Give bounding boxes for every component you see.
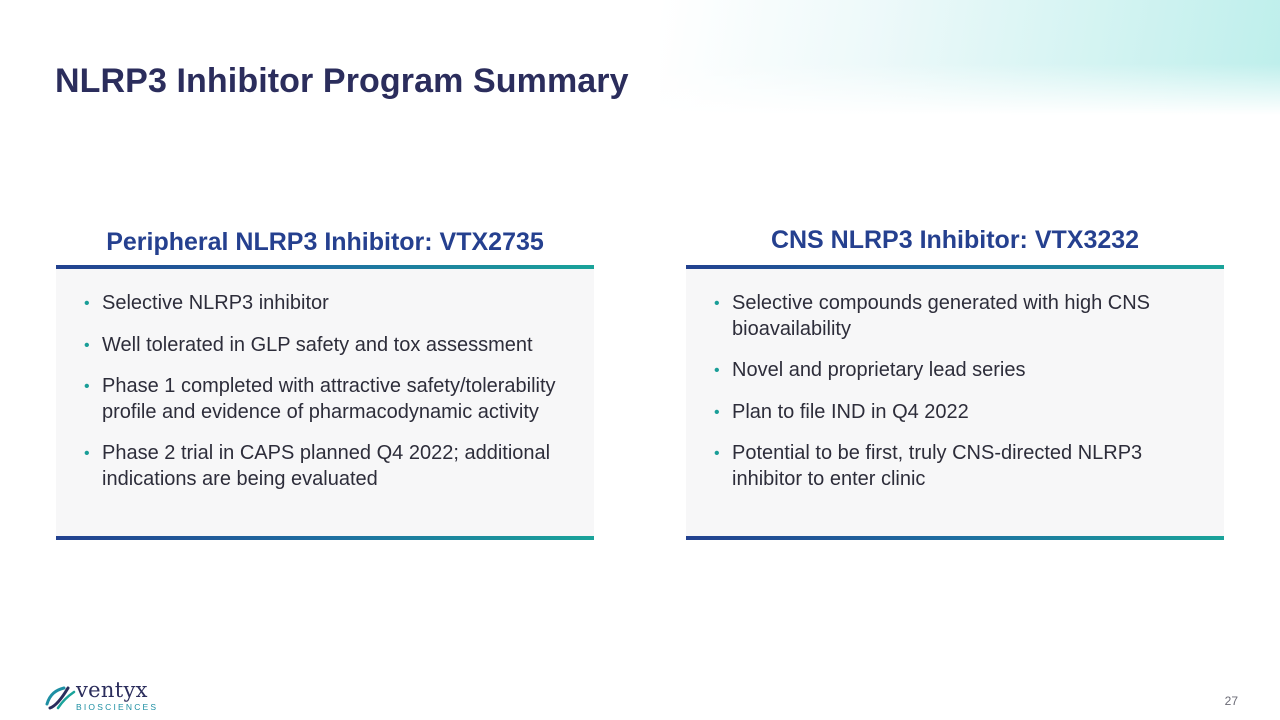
list-item — [712, 441, 1210, 492]
bullet-list — [712, 291, 1210, 492]
bullet-icon: • — [84, 445, 90, 462]
ventyx-mark-icon — [44, 684, 76, 712]
list-item — [712, 358, 1210, 384]
bullet-text: Well tolerated in GLP safety and tox assessment — [102, 333, 533, 356]
bullet-text: Plan to file IND in Q4 2022 — [732, 400, 969, 423]
panel-peripheral-inhibitor — [56, 220, 594, 540]
panel-heading: Peripheral NLRP3 Inhibitor: VTX2735 — [106, 228, 544, 256]
bullet-icon: • — [714, 445, 720, 462]
bullet-text: Selective compounds generated with high CNS bioavailability — [732, 292, 1151, 340]
bullet-icon: • — [714, 403, 720, 421]
page-number: 27 — [1224, 694, 1238, 708]
divider-bottom — [56, 536, 594, 540]
bullet-text: Potential to be first, truly CNS-directed NLRP3 inhibitor to enter clinic — [732, 442, 1143, 490]
panel-cns-inhibitor — [686, 220, 1224, 540]
list-item — [712, 400, 1210, 426]
bullet-icon: • — [84, 295, 90, 312]
bullet-icon: • — [84, 336, 90, 354]
divider-bottom — [686, 536, 1224, 540]
company-logo — [44, 678, 159, 712]
list-item — [82, 374, 580, 425]
list-item — [82, 333, 580, 359]
list-item — [82, 441, 580, 492]
bullet-list — [82, 291, 580, 492]
bullet-text: Novel and proprietary lead series — [732, 359, 1026, 381]
bullet-icon: • — [714, 295, 720, 312]
panel-body — [56, 269, 594, 536]
list-item — [82, 291, 580, 317]
bullet-text: Selective NLRP3 inhibitor — [102, 292, 329, 314]
bullet-icon: • — [84, 378, 90, 395]
list-item — [712, 291, 1210, 342]
background-gradient — [660, 0, 1280, 115]
panel-heading: CNS NLRP3 Inhibitor: VTX3232 — [770, 226, 1140, 254]
page-title: NLRP3 Inhibitor Program Summary — [55, 62, 629, 100]
logo-wordmark: ventyx — [76, 678, 148, 702]
bullet-text: Phase 1 completed with attractive safety/tolerability profile and evidence of pharmacodynamic activity — [102, 375, 556, 423]
panel-body — [686, 269, 1224, 536]
bullet-text: Phase 2 trial in CAPS planned Q4 2022; additional indications are being evaluated — [102, 442, 551, 490]
logo-tagline: BIOSCIENCES — [76, 702, 159, 712]
bullet-icon: • — [714, 362, 720, 379]
